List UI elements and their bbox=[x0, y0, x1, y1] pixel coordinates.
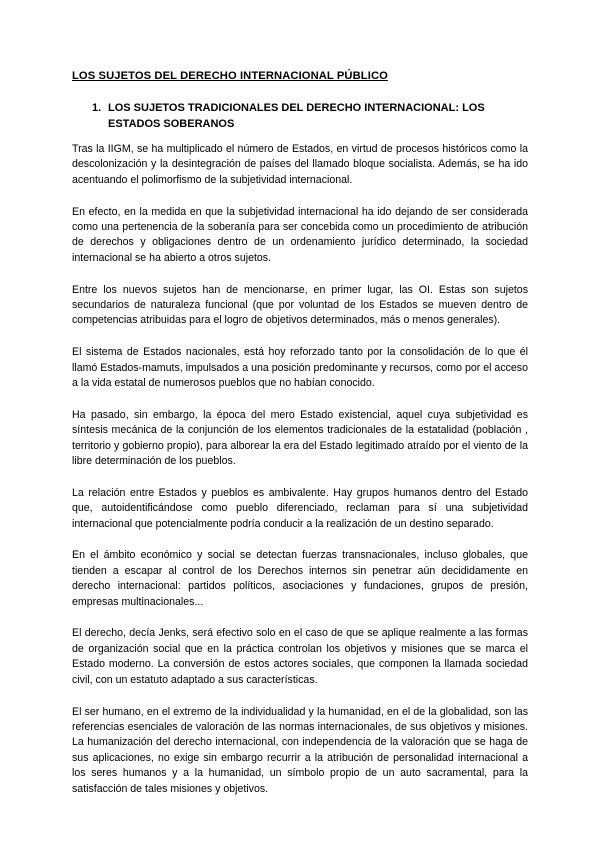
document-title: LOS SUJETOS DEL DERECHO INTERNACIONAL PÚBLICO bbox=[72, 70, 388, 82]
paragraph: Tras la IIGM, se ha multiplicado el número de Estados, en virtud de procesos históricos como la descolonización y la desintegración de países del llamado bloque socialista. Además, se ha ido acentuando el polimorfismo de la subjetividad internacional. bbox=[72, 143, 528, 186]
paragraph: El sistema de Estados nacionales, está hoy reforzado tanto por la consolidación de lo que él llamó Estados-mamuts, impulsados a una posición predominante y recursos, como por el acceso a la vida estatal de numerosos pueblos que no habían conocido. bbox=[72, 346, 528, 390]
paragraph: La relación entre Estados y pueblos es ambivalente. Hay grupos humanos dentro del Estado que, autoidentificándose como pueblo diferenciado, reclaman para sí una subjetividad internacional que potencialmente podría conducir a la realización de un destino separado. bbox=[72, 486, 528, 530]
paragraph: Entre los nuevos sujetos han de mencionarse, en primer lugar, las OI. Estas son sujetos secundarios de naturaleza funcional (que por voluntad de los Estados se mueven dentro de competencias atribuidas para el logro de objetivos determinados, más o menos generales). bbox=[72, 283, 528, 327]
section-heading bbox=[92, 100, 532, 132]
section-number: 1. bbox=[92, 102, 102, 114]
paragraph: En efecto, en la medida en que la subjetividad internacional ha ido dejando de ser considerada como una pertenencia de la soberanía para ser concebida como un procedimiento de atribución de derechos y obligaciones dentro de un ordenamiento jurídico determinado, la sociedad internacional se ha abierto a otros sujetos. bbox=[72, 205, 528, 264]
paragraph: El ser humano, en el extremo de la individualidad y la humanidad, en el de la globalidad, son las referencias esenciales de valoración de las normas internacionales, de sus objetivos y misiones. La humanización del derecho internacional, con independencia de la valoración que se haga de sus aplicaciones, no exige sin embargo recurrir a la atribución de personalidad internacional a los seres humanos y a la humanidad, un símbolo propio de un auto sacramental, para la satisfacción de tales misiones y objetivos. bbox=[72, 705, 528, 795]
paragraph: El derecho, decía Jenks, será efectivo solo en el caso de que se aplique realmente a las formas de organización social que en la práctica controlan los objetivos y misiones que se marca el Estado moderno. La conversión de estos actores sociales, que componen la llamada sociedad civil, con un estatuto adaptado a sus características. bbox=[72, 627, 528, 686]
document-body bbox=[72, 142, 528, 813]
section-heading-text: LOS SUJETOS TRADICIONALES DEL DERECHO INTERNACIONAL: LOS ESTADOS SOBERANOS bbox=[108, 102, 485, 130]
paragraph: En el ámbito económico y social se detectan fuerzas transnacionales, incluso globales, que tienden a escapar al control de los Derechos internos sin penetrar aún decididamente en derecho internacional: partidos políticos, asociaciones y fundaciones, grupos de presión, empresas multinacionales... bbox=[72, 549, 528, 608]
paragraph: Ha pasado, sin embargo, la época del mero Estado existencial, aquel cuya subjetividad es síntesis mecánica de la conjunción de los elementos tradicionales de la estatalidad (población , territorio y gobierno propio), para alborear la era del Estado legitimado atraído por el viento de la libre determinación de los pueblos. bbox=[72, 408, 528, 468]
